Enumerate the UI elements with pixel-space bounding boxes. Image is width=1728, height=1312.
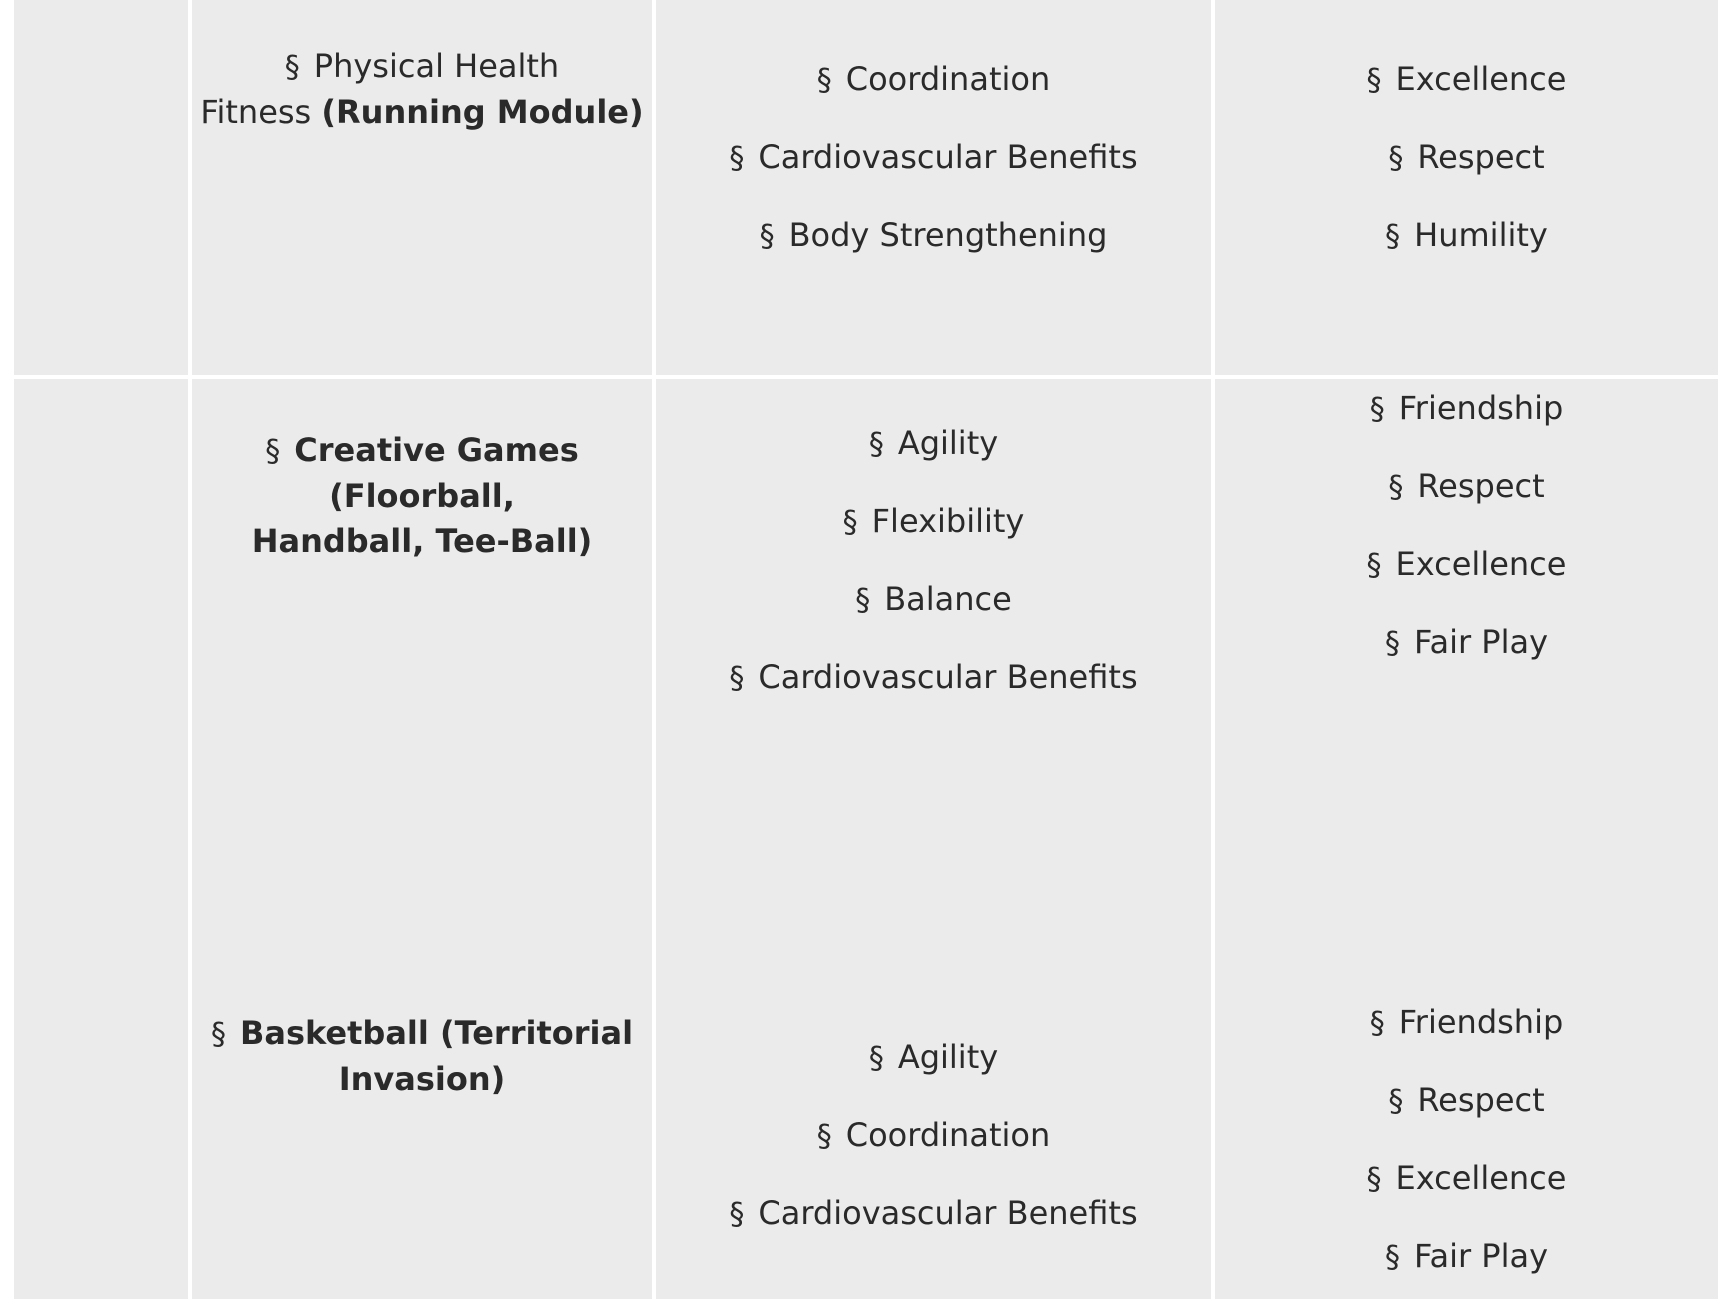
activity-line bbox=[192, 44, 652, 90]
section-bullet: § bbox=[1388, 1084, 1404, 1119]
empty-cell bbox=[14, 379, 188, 1299]
section-bullet: § bbox=[210, 1017, 226, 1052]
activity-line: Handball, Tee-Ball) bbox=[251, 522, 593, 560]
skill-text: Coordination bbox=[845, 1116, 1051, 1154]
skill-text: Cardiovascular Benefits bbox=[758, 658, 1138, 696]
list-item bbox=[1215, 57, 1718, 103]
list-item bbox=[1215, 1156, 1718, 1202]
list-item bbox=[656, 655, 1211, 701]
value-text: Fair Play bbox=[1413, 623, 1549, 661]
values-cell bbox=[1215, 379, 1718, 1299]
list-item bbox=[656, 213, 1211, 259]
empty-cell bbox=[14, 0, 188, 375]
section-bullet: § bbox=[868, 427, 884, 462]
value-text: Respect bbox=[1417, 1081, 1545, 1119]
activity-module: (Running Module) bbox=[321, 93, 644, 131]
list-item bbox=[656, 577, 1211, 623]
values-list-creative-games bbox=[1215, 386, 1718, 698]
section-bullet: § bbox=[1366, 1162, 1382, 1197]
activity-basketball bbox=[192, 1011, 652, 1102]
value-text: Respect bbox=[1417, 467, 1545, 505]
section-bullet: § bbox=[855, 583, 871, 618]
section-bullet: § bbox=[1388, 141, 1404, 176]
list-item bbox=[1215, 542, 1718, 588]
skill-text: Agility bbox=[897, 1038, 999, 1076]
value-text: Friendship bbox=[1398, 1003, 1564, 1041]
section-bullet: § bbox=[729, 141, 745, 176]
values-list-basketball bbox=[1215, 1000, 1718, 1312]
value-text: Friendship bbox=[1398, 389, 1564, 427]
section-bullet: § bbox=[284, 50, 300, 85]
list-item bbox=[656, 1035, 1211, 1081]
list-item bbox=[656, 1191, 1211, 1237]
list-item bbox=[656, 57, 1211, 103]
activity-cell bbox=[192, 0, 652, 375]
table-row bbox=[14, 0, 1718, 375]
list-item bbox=[656, 499, 1211, 545]
activity-line bbox=[192, 428, 652, 519]
section-bullet: § bbox=[265, 434, 281, 469]
list-item bbox=[1215, 464, 1718, 510]
section-bullet: § bbox=[1384, 626, 1400, 661]
skills-list-basketball bbox=[656, 1035, 1211, 1269]
list-item bbox=[1215, 620, 1718, 666]
section-bullet: § bbox=[842, 505, 858, 540]
skill-text: Body Strengthening bbox=[788, 216, 1108, 254]
value-text: Excellence bbox=[1395, 60, 1567, 98]
list-item bbox=[1215, 1234, 1718, 1280]
values-cell bbox=[1215, 0, 1718, 375]
activity-line: Invasion) bbox=[338, 1060, 506, 1098]
section-bullet: § bbox=[868, 1041, 884, 1076]
list-item bbox=[1215, 213, 1718, 259]
section-bullet: § bbox=[1369, 1006, 1385, 1041]
activity-cell bbox=[192, 379, 652, 1299]
value-text: Excellence bbox=[1395, 545, 1567, 583]
section-bullet: § bbox=[729, 661, 745, 696]
section-bullet: § bbox=[1366, 63, 1382, 98]
skill-text: Balance bbox=[884, 580, 1012, 618]
section-bullet: § bbox=[729, 1197, 745, 1232]
list-item bbox=[1215, 135, 1718, 181]
activity-text: Creative Games (Floorball, bbox=[294, 431, 579, 515]
section-bullet: § bbox=[759, 219, 775, 254]
activity-text: Fitness bbox=[200, 93, 322, 131]
value-text: Excellence bbox=[1395, 1159, 1567, 1197]
activity-creative-games bbox=[192, 428, 652, 564]
skills-cell bbox=[656, 379, 1211, 1299]
value-text: Fair Play bbox=[1413, 1237, 1549, 1275]
skills-list-creative-games bbox=[656, 421, 1211, 733]
list-item bbox=[1215, 386, 1718, 432]
table-row bbox=[14, 379, 1718, 1299]
skill-text: Agility bbox=[897, 424, 999, 462]
section-bullet: § bbox=[816, 63, 832, 98]
section-bullet: § bbox=[1385, 219, 1401, 254]
list-item bbox=[1215, 1000, 1718, 1046]
curriculum-table bbox=[10, 0, 1722, 1303]
section-bullet: § bbox=[1369, 392, 1385, 427]
activity-text: Basketball (Territorial bbox=[239, 1014, 634, 1052]
list-item bbox=[656, 1113, 1211, 1159]
section-bullet: § bbox=[816, 1119, 832, 1154]
value-text: Respect bbox=[1417, 138, 1545, 176]
list-item bbox=[656, 135, 1211, 181]
section-bullet: § bbox=[1384, 1240, 1400, 1275]
section-bullet: § bbox=[1388, 470, 1404, 505]
activity-line bbox=[192, 1011, 652, 1057]
skill-text: Flexibility bbox=[871, 502, 1025, 540]
activity-text: Physical Health bbox=[313, 47, 560, 85]
list-item bbox=[1215, 1078, 1718, 1124]
skills-cell bbox=[656, 0, 1211, 375]
skill-text: Cardiovascular Benefits bbox=[758, 138, 1138, 176]
skill-text: Cardiovascular Benefits bbox=[758, 1194, 1138, 1232]
value-text: Humility bbox=[1414, 216, 1548, 254]
section-bullet: § bbox=[1366, 548, 1382, 583]
skill-text: Coordination bbox=[845, 60, 1051, 98]
activity-line bbox=[192, 90, 652, 135]
list-item bbox=[656, 421, 1211, 467]
